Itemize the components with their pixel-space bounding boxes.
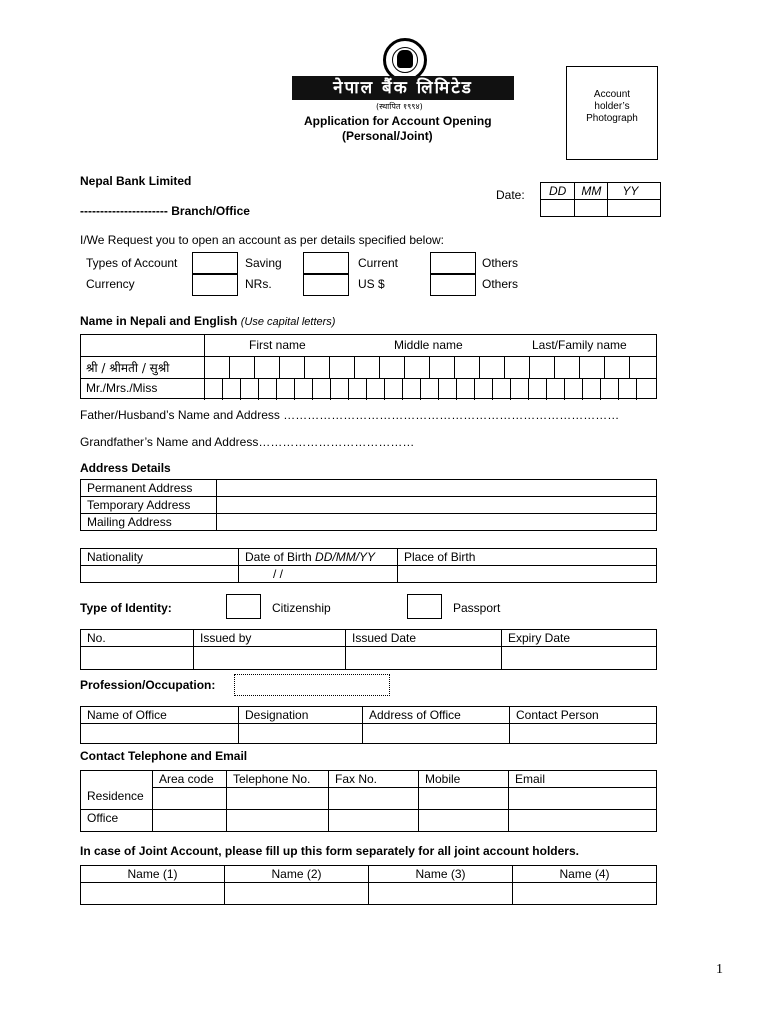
father-line[interactable]: Father/Husband’s Name and Address …………………………………………………………………………	[80, 408, 620, 422]
contact-table	[80, 770, 657, 832]
residence-fax-input[interactable]	[329, 788, 419, 810]
date-label: Date:	[496, 188, 525, 202]
nepali-name-cells[interactable]	[204, 357, 654, 378]
date-mm: MM	[575, 183, 608, 200]
saving-label: Saving	[245, 256, 282, 270]
issued-date-input[interactable]	[346, 647, 502, 670]
identity-heading: Type of Identity:	[80, 601, 172, 615]
joint-name-2-input[interactable]	[225, 883, 369, 905]
issued-by-input[interactable]	[194, 647, 346, 670]
residence-telephone-input[interactable]	[227, 788, 329, 810]
office-mobile-input[interactable]	[419, 810, 509, 832]
types-label: Types of Account	[86, 256, 178, 270]
permanent-address-label: Permanent Address	[81, 480, 217, 497]
currency-label: Currency	[86, 277, 135, 291]
saving-checkbox[interactable]	[192, 252, 238, 274]
nationality-input[interactable]	[81, 566, 239, 583]
date-dd-input[interactable]	[541, 200, 575, 217]
others-account-label: Others	[482, 256, 519, 270]
residence-mobile-input[interactable]	[419, 788, 509, 810]
email-label: Email	[509, 771, 657, 788]
date-mm-input[interactable]	[575, 200, 608, 217]
col-first-name: First name	[249, 338, 306, 352]
col-last-name: Last/Family name	[532, 338, 627, 352]
date-dd: DD	[541, 183, 575, 200]
photo-box[interactable]	[566, 66, 658, 160]
current-checkbox[interactable]	[303, 252, 349, 274]
others-account-checkbox[interactable]	[430, 252, 476, 274]
office-telephone-input[interactable]	[227, 810, 329, 832]
mailing-address-label: Mailing Address	[81, 514, 217, 531]
form-title: Application for Account Opening	[304, 114, 492, 128]
profession-input[interactable]	[234, 674, 390, 696]
office-name-input[interactable]	[81, 724, 239, 744]
form-subtitle: (Personal/Joint)	[342, 129, 433, 143]
expiry-date-label: Expiry Date	[502, 630, 657, 647]
joint-name-3-input[interactable]	[369, 883, 513, 905]
joint-name-3-label: Name (3)	[369, 866, 513, 883]
office-table	[80, 706, 657, 744]
office-fax-input[interactable]	[329, 810, 419, 832]
passport-label: Passport	[453, 601, 501, 615]
name-heading	[80, 314, 335, 328]
contact-person-input[interactable]	[510, 724, 657, 744]
name-table	[80, 334, 657, 399]
citizenship-checkbox[interactable]	[226, 594, 261, 619]
joint-name-1-input[interactable]	[81, 883, 225, 905]
nrs-checkbox[interactable]	[192, 274, 238, 296]
current-label: Current	[358, 256, 399, 270]
pob-label: Place of Birth	[398, 549, 657, 566]
telephone-label: Telephone No.	[227, 771, 329, 788]
office-email-input[interactable]	[509, 810, 657, 832]
nationality-label: Nationality	[81, 549, 239, 566]
residence-label: Residence	[81, 788, 153, 810]
joint-name-4-label: Name (4)	[513, 866, 657, 883]
request-text: I/We Request you to open an account as per details specified below:	[80, 233, 445, 247]
contact-heading: Contact Telephone and Email	[80, 749, 248, 763]
date-yy-input[interactable]	[608, 200, 661, 217]
joint-table	[80, 865, 657, 905]
mobile-label: Mobile	[419, 771, 509, 788]
name-heading-text: Name in Nepali and English	[80, 314, 238, 328]
branch-line[interactable]: ---------------------- Branch/Office	[80, 204, 250, 218]
usd-checkbox[interactable]	[303, 274, 349, 296]
name-heading-note: (Use capital letters)	[240, 316, 336, 328]
dob-slashes: / /	[273, 567, 284, 581]
english-name-cells[interactable]	[204, 379, 654, 400]
pob-input[interactable]	[398, 566, 657, 583]
joint-name-4-input[interactable]	[513, 883, 657, 905]
temporary-address-input[interactable]	[217, 497, 657, 514]
nrs-label: NRs.	[245, 277, 272, 291]
designation-input[interactable]	[239, 724, 363, 744]
address-heading: Address Details	[80, 461, 171, 475]
identity-table	[80, 629, 657, 670]
residence-email-input[interactable]	[509, 788, 657, 810]
english-prefix: Mr./Mrs./Miss	[86, 381, 158, 395]
mailing-address-input[interactable]	[217, 514, 657, 531]
office-label: Office	[81, 810, 153, 832]
contact-person-label: Contact Person	[510, 707, 657, 724]
dob-label	[239, 549, 398, 566]
bank-name: Nepal Bank Limited	[80, 174, 192, 188]
issued-by-label: Issued by	[194, 630, 346, 647]
temporary-address-label: Temporary Address	[81, 497, 217, 514]
date-yy: YY	[608, 183, 661, 200]
joint-heading: In case of Joint Account, please fill up this form separately for all joint account holders.	[80, 844, 579, 858]
col-middle-name: Middle name	[394, 338, 463, 352]
citizenship-label: Citizenship	[272, 601, 331, 615]
photo-label: Account holder’s Photograph	[586, 89, 638, 124]
office-area-code-input[interactable]	[153, 810, 227, 832]
expiry-date-input[interactable]	[502, 647, 657, 670]
nepali-prefix: श्री / श्रीमती / सुश्री	[86, 361, 170, 375]
contact-corner	[81, 771, 153, 788]
designation-label: Designation	[239, 707, 363, 724]
date-table	[540, 182, 661, 217]
profession-heading: Profession/Occupation:	[80, 678, 216, 692]
fax-label: Fax No.	[329, 771, 419, 788]
usd-label: US $	[358, 277, 385, 291]
passport-checkbox[interactable]	[407, 594, 442, 619]
issued-date-label: Issued Date	[346, 630, 502, 647]
page-number: 1	[716, 962, 723, 977]
id-no-input[interactable]	[81, 647, 194, 670]
others-currency-label: Others	[482, 277, 519, 291]
joint-name-2-label: Name (2)	[225, 866, 369, 883]
bank-logo: नेपाल बैंक लिमिटेड	[292, 76, 514, 100]
office-name-label: Name of Office	[81, 707, 239, 724]
personal-table	[80, 548, 657, 583]
dob-format: DD/MM/YY	[315, 550, 376, 564]
others-currency-checkbox[interactable]	[430, 274, 476, 296]
dob-label-text: Date of Birth	[245, 550, 316, 564]
office-address-input[interactable]	[363, 724, 510, 744]
id-no-label: No.	[81, 630, 194, 647]
dob-input[interactable]	[239, 566, 398, 583]
estd-text: (स्थापित १९९४)	[376, 102, 423, 111]
grandfather-line[interactable]: Grandfather’s Name and Address…………………………………	[80, 435, 415, 449]
office-address-label: Address of Office	[363, 707, 510, 724]
joint-name-1-label: Name (1)	[81, 866, 225, 883]
address-table	[80, 479, 657, 531]
permanent-address-input[interactable]	[217, 480, 657, 497]
residence-area-code-input[interactable]	[153, 788, 227, 810]
area-code-label: Area code	[153, 771, 227, 788]
